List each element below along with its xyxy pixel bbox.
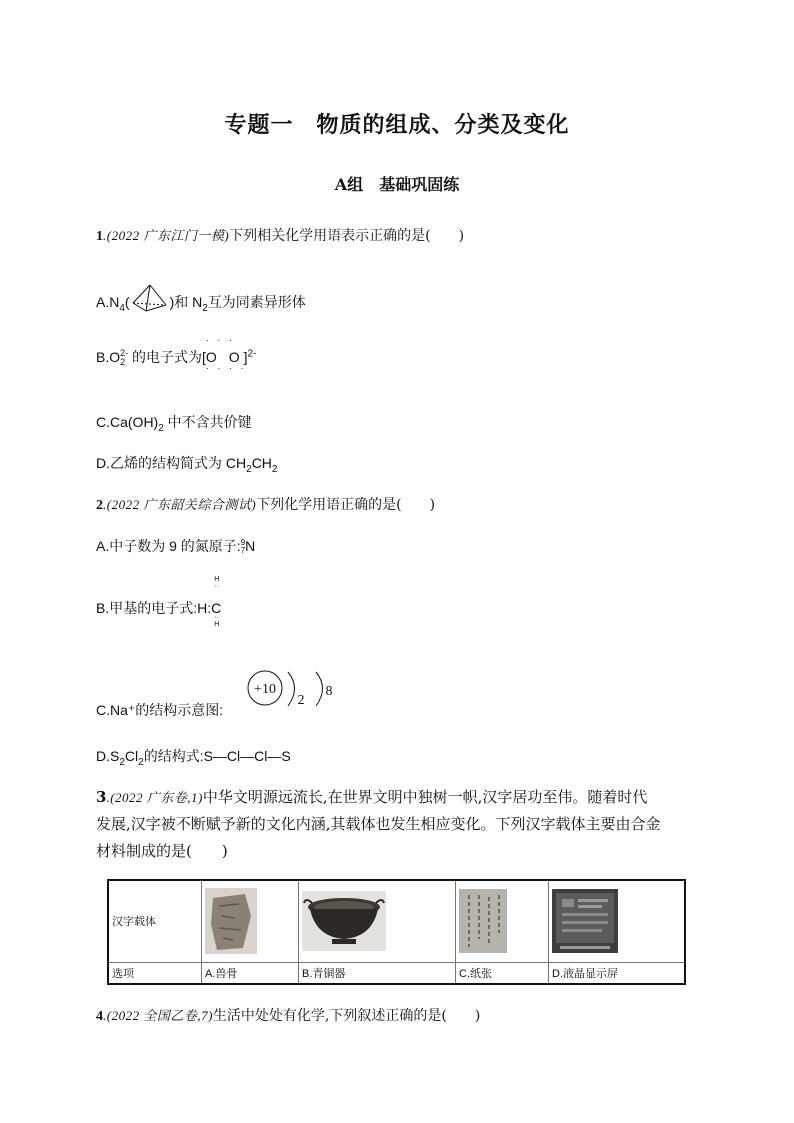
nucleus-charge: +10 (254, 682, 276, 697)
option-text: B.O (96, 349, 121, 365)
question-stem: 中华文明源远流长,在世界文明中独树一帜,汉字居功至伟。随着时代 (202, 788, 648, 806)
charge: 2- (247, 348, 257, 360)
option-label: B.青铜器 (299, 962, 456, 984)
question-3-line-1 (96, 784, 661, 811)
option-text: D.乙烯的结构简式为 CH (96, 455, 247, 471)
subscript: 4 (119, 302, 125, 314)
atomic-number: 7 (240, 546, 246, 556)
subscript: 2 (119, 756, 125, 768)
shell-2-electrons: 8 (325, 684, 333, 699)
q1-option-b (96, 335, 257, 373)
question-source: .(2022 全国乙卷,7) (103, 1008, 213, 1023)
option-text: D.S (96, 748, 120, 764)
shell-arc (288, 672, 295, 706)
option-text: C.Ca(OH) (96, 414, 159, 430)
shell-1-electrons: 2 (297, 693, 305, 708)
section-heading: A组 基础巩固练 (334, 175, 460, 194)
question-stem: 下列相关化学用语表示正确的是( ) (229, 228, 465, 244)
q1-option-a: $A.N_4$( )和 $N_2$互为同素异形体 (96, 283, 306, 315)
question-source: .(2022 广东卷,1) (106, 790, 203, 805)
oxygen-symbol: O (228, 349, 244, 365)
lcd-screen-image (552, 889, 618, 953)
subscript: 2 (158, 422, 164, 434)
option-text: 互为同素异形体 (207, 294, 306, 310)
question-stem: 下列化学用语正确的是( ) (256, 497, 436, 513)
oxygen-symbol: O (205, 349, 221, 365)
question-number: 4 (96, 1009, 103, 1024)
tetrahedron-icon (130, 283, 170, 315)
option-text: A.N (96, 294, 120, 310)
element-symbol: N (245, 538, 256, 554)
page-title: 专题一 物质的组成、分类及变化 (224, 112, 570, 138)
option-text: A.中子数为 9 的氮原子: (96, 538, 241, 554)
q2-option-b (96, 576, 222, 628)
question-3-line-2: 发展,汉字被不断赋予新的文化内涵,其载体也发生相应变化。下列汉字载体主要由合金 (96, 815, 661, 833)
q1-option-c (96, 412, 252, 434)
question-stem: 生活中处处有化学,下列叙述正确的是( ) (212, 1008, 481, 1024)
bronze-vessel-image (302, 891, 386, 951)
oracle-bone-image (205, 888, 257, 954)
option-text: CH (251, 455, 272, 471)
option-label: A.兽骨 (202, 962, 299, 984)
electron-dot-top: H ·· (214, 576, 220, 590)
table-row (108, 962, 685, 984)
option-text: 的结构式:S—Cl—Cl—S (143, 748, 291, 764)
electron-dots: · · · (205, 335, 235, 345)
question-4 (96, 1005, 480, 1025)
option-text: C.Na⁺的结构示意图: (96, 702, 224, 718)
paper-scroll-image (459, 889, 507, 953)
option-text: 中不含共价键 (163, 414, 252, 430)
subscript: 2 (246, 463, 252, 475)
mass-number: 9 (240, 538, 246, 548)
sodium-ion-structure-diagram (246, 668, 336, 714)
question-3 (96, 784, 661, 865)
question-number: 3 (96, 788, 107, 806)
option-b-image-cell (299, 880, 456, 962)
electron-dot-bottom: ·· H (214, 614, 220, 628)
option-label: D.液晶显示屏 (549, 962, 686, 984)
question-number: 1 (96, 229, 103, 244)
row-header: 汉字载体 (108, 880, 202, 962)
option-text: B.甲基的电子式:H:C (96, 600, 222, 616)
row-header: 选项 (108, 962, 202, 984)
question-source: .(2022 广东江门一模) (103, 228, 230, 243)
question-number: 2 (96, 498, 103, 513)
electron-dot-formula (205, 335, 247, 373)
question-source: .(2022 广东韶关综合测试) (103, 497, 257, 512)
subscript: 2 (202, 302, 208, 314)
q2-option-a (96, 536, 255, 556)
option-a-image-cell (202, 880, 299, 962)
subscript: 2 (120, 357, 126, 368)
option-text: Cl (124, 748, 139, 764)
electron-dots: · · · · (205, 363, 247, 373)
question-3-line-3: 材料制成的是( ) (96, 842, 228, 860)
option-c-image-cell (456, 880, 549, 962)
q2-option-c (96, 700, 223, 720)
option-text: 的电子式为[ (128, 349, 206, 365)
subscript: 2 (271, 463, 278, 475)
option-d-image-cell (549, 880, 686, 962)
option-text: ] (243, 349, 248, 365)
superscript: 2- (120, 348, 129, 359)
table-row (108, 880, 685, 962)
option-text: 和 N (174, 294, 203, 310)
question-2 (96, 494, 435, 514)
q2-option-d (96, 746, 291, 768)
q1-option-d (96, 453, 277, 475)
shell-arc (316, 672, 323, 706)
option-label: C.纸张 (456, 962, 549, 984)
question-1 (96, 225, 464, 245)
subscript: 2 (138, 756, 144, 768)
carrier-table (107, 879, 686, 985)
